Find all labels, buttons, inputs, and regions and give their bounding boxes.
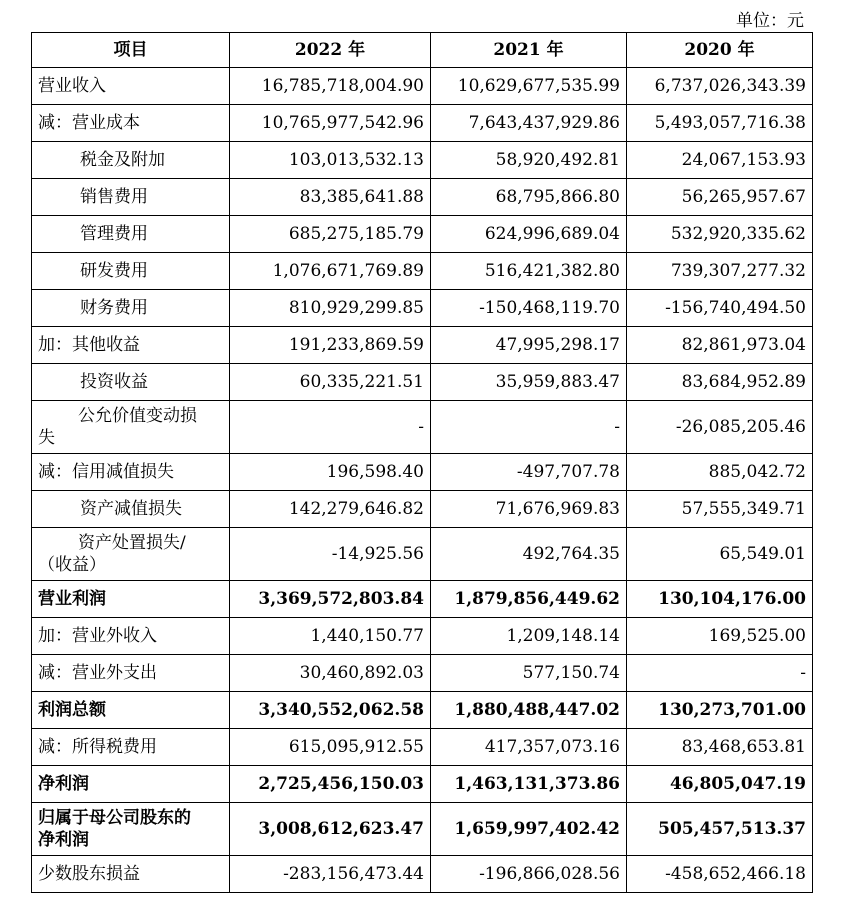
cell-2021: -150,468,119.70 bbox=[431, 290, 627, 327]
cell-2021: 417,357,073.16 bbox=[431, 729, 627, 766]
cell-2022: 16,785,718,004.90 bbox=[230, 68, 431, 105]
cell-2020: 532,920,335.62 bbox=[627, 216, 813, 253]
cell-2020: 739,307,277.32 bbox=[627, 253, 813, 290]
row-label-line1: 公允价值变动损 bbox=[78, 406, 197, 426]
row-label: 减：所得税费用 bbox=[32, 729, 230, 766]
table-row bbox=[32, 327, 813, 364]
table-row bbox=[32, 803, 813, 856]
header-2020: 2020 年 bbox=[627, 33, 813, 68]
row-label-line2: 失 bbox=[38, 428, 55, 448]
cell-2022: 10,765,977,542.96 bbox=[230, 105, 431, 142]
row-label: 净利润 bbox=[32, 766, 230, 803]
header-row bbox=[32, 33, 813, 68]
cell-2022: 196,598.40 bbox=[230, 454, 431, 491]
table-row bbox=[32, 528, 813, 581]
table-row bbox=[32, 142, 813, 179]
row-label: 少数股东损益 bbox=[32, 856, 230, 893]
cell-2020: 6,737,026,343.39 bbox=[627, 68, 813, 105]
cell-2020: 56,265,957.67 bbox=[627, 179, 813, 216]
row-label: 财务费用 bbox=[32, 290, 230, 327]
cell-2021: -196,866,028.56 bbox=[431, 856, 627, 893]
row-label: 减：信用减值损失 bbox=[32, 454, 230, 491]
cell-2022: 2,725,456,150.03 bbox=[230, 766, 431, 803]
cell-2020: -156,740,494.50 bbox=[627, 290, 813, 327]
row-label bbox=[32, 803, 230, 856]
cell-2020: 169,525.00 bbox=[627, 618, 813, 655]
cell-2021: 1,880,488,447.02 bbox=[431, 692, 627, 729]
cell-2022: 103,013,532.13 bbox=[230, 142, 431, 179]
cell-2021: 1,879,856,449.62 bbox=[431, 581, 627, 618]
table-row bbox=[32, 766, 813, 803]
table-row bbox=[32, 105, 813, 142]
cell-2021: -497,707.78 bbox=[431, 454, 627, 491]
row-label: 利润总额 bbox=[32, 692, 230, 729]
cell-2020: 65,549.01 bbox=[627, 528, 813, 581]
cell-2020: 46,805,047.19 bbox=[627, 766, 813, 803]
table-row bbox=[32, 655, 813, 692]
table-row bbox=[32, 581, 813, 618]
cell-2022: 30,460,892.03 bbox=[230, 655, 431, 692]
table-row bbox=[32, 401, 813, 454]
cell-2022: 83,385,641.88 bbox=[230, 179, 431, 216]
row-label-line2: （收益） bbox=[38, 555, 106, 575]
header-2021: 2021 年 bbox=[431, 33, 627, 68]
cell-2022: 60,335,221.51 bbox=[230, 364, 431, 401]
cell-2020: - bbox=[627, 655, 813, 692]
row-label-line1: 归属于母公司股东的 bbox=[38, 808, 191, 828]
row-label: 加：营业外收入 bbox=[32, 618, 230, 655]
cell-2022: 3,340,552,062.58 bbox=[230, 692, 431, 729]
row-label bbox=[32, 528, 230, 581]
table-row bbox=[32, 179, 813, 216]
cell-2021: 577,150.74 bbox=[431, 655, 627, 692]
row-label: 加：其他收益 bbox=[32, 327, 230, 364]
cell-2021: 58,920,492.81 bbox=[431, 142, 627, 179]
table-row bbox=[32, 692, 813, 729]
row-label: 减：营业外支出 bbox=[32, 655, 230, 692]
cell-2021: 47,995,298.17 bbox=[431, 327, 627, 364]
table-row bbox=[32, 454, 813, 491]
cell-2020: 83,684,952.89 bbox=[627, 364, 813, 401]
cell-2020: 5,493,057,716.38 bbox=[627, 105, 813, 142]
cell-2021: 1,463,131,373.86 bbox=[431, 766, 627, 803]
cell-2022: 142,279,646.82 bbox=[230, 491, 431, 528]
table-row bbox=[32, 68, 813, 105]
cell-2022: 810,929,299.85 bbox=[230, 290, 431, 327]
table-row bbox=[32, 618, 813, 655]
cell-2022: 3,008,612,623.47 bbox=[230, 803, 431, 856]
row-label: 税金及附加 bbox=[32, 142, 230, 179]
row-label: 销售费用 bbox=[32, 179, 230, 216]
row-label bbox=[32, 401, 230, 454]
table-row bbox=[32, 729, 813, 766]
cell-2021: 1,209,148.14 bbox=[431, 618, 627, 655]
cell-2020: 885,042.72 bbox=[627, 454, 813, 491]
cell-2022: 3,369,572,803.84 bbox=[230, 581, 431, 618]
cell-2021: 71,676,969.83 bbox=[431, 491, 627, 528]
cell-2020: 505,457,513.37 bbox=[627, 803, 813, 856]
cell-2021: 35,959,883.47 bbox=[431, 364, 627, 401]
cell-2022: 1,076,671,769.89 bbox=[230, 253, 431, 290]
row-label: 资产减值损失 bbox=[32, 491, 230, 528]
cell-2020: 130,104,176.00 bbox=[627, 581, 813, 618]
table-row bbox=[32, 364, 813, 401]
cell-2020: 82,861,973.04 bbox=[627, 327, 813, 364]
cell-2021: 7,643,437,929.86 bbox=[431, 105, 627, 142]
row-label: 减：营业成本 bbox=[32, 105, 230, 142]
table-row bbox=[32, 253, 813, 290]
cell-2020: 83,468,653.81 bbox=[627, 729, 813, 766]
unit-note: 单位：元 bbox=[736, 11, 804, 31]
cell-2020: -458,652,466.18 bbox=[627, 856, 813, 893]
cell-2020: 24,067,153.93 bbox=[627, 142, 813, 179]
cell-2020: 57,555,349.71 bbox=[627, 491, 813, 528]
header-2022: 2022 年 bbox=[230, 33, 431, 68]
table-row bbox=[32, 491, 813, 528]
cell-2021: 624,996,689.04 bbox=[431, 216, 627, 253]
table-row bbox=[32, 290, 813, 327]
row-label: 管理费用 bbox=[32, 216, 230, 253]
cell-2022: 191,233,869.59 bbox=[230, 327, 431, 364]
table-row bbox=[32, 856, 813, 893]
cell-2021: 516,421,382.80 bbox=[431, 253, 627, 290]
cell-2022: - bbox=[230, 401, 431, 454]
table-row bbox=[32, 216, 813, 253]
cell-2022: 615,095,912.55 bbox=[230, 729, 431, 766]
cell-2022: 685,275,185.79 bbox=[230, 216, 431, 253]
row-label: 营业收入 bbox=[32, 68, 230, 105]
row-label: 研发费用 bbox=[32, 253, 230, 290]
cell-2021: 1,659,997,402.42 bbox=[431, 803, 627, 856]
cell-2022: -283,156,473.44 bbox=[230, 856, 431, 893]
cell-2021: 68,795,866.80 bbox=[431, 179, 627, 216]
row-label: 投资收益 bbox=[32, 364, 230, 401]
cell-2020: 130,273,701.00 bbox=[627, 692, 813, 729]
cell-2022: 1,440,150.77 bbox=[230, 618, 431, 655]
row-label: 营业利润 bbox=[32, 581, 230, 618]
cell-2021: - bbox=[431, 401, 627, 454]
cell-2021: 10,629,677,535.99 bbox=[431, 68, 627, 105]
row-label-line1: 资产处置损失/ bbox=[78, 533, 186, 553]
row-label-line2: 净利润 bbox=[38, 830, 89, 850]
header-item: 项目 bbox=[32, 33, 230, 68]
cell-2022: -14,925.56 bbox=[230, 528, 431, 581]
income-statement-table bbox=[31, 32, 813, 893]
cell-2020: -26,085,205.46 bbox=[627, 401, 813, 454]
cell-2021: 492,764.35 bbox=[431, 528, 627, 581]
